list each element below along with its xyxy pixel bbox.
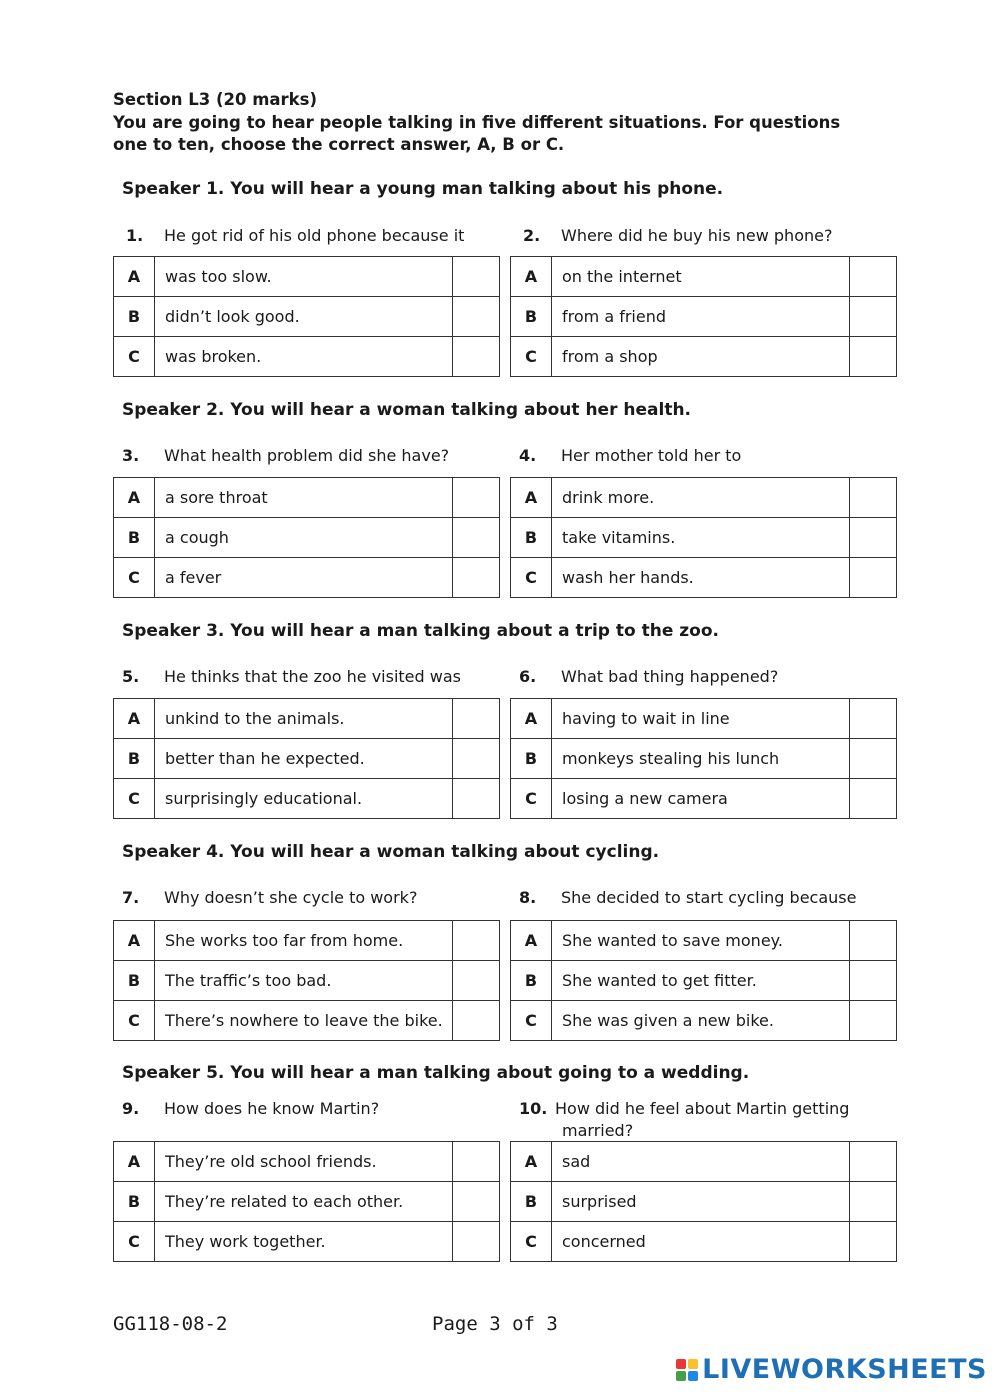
option-text: They work together. bbox=[155, 1222, 453, 1262]
option-row bbox=[511, 297, 897, 337]
answer-box[interactable] bbox=[453, 297, 500, 337]
option-letter: B bbox=[511, 739, 552, 779]
option-letter: B bbox=[114, 297, 155, 337]
answer-box[interactable] bbox=[453, 779, 500, 819]
speaker-1-heading: Speaker 1. You will hear a young man talking about his phone. bbox=[122, 179, 724, 199]
answer-box[interactable] bbox=[850, 558, 897, 598]
section-title: Section L3 (20 marks) bbox=[113, 90, 318, 109]
option-row bbox=[114, 518, 500, 558]
answer-box[interactable] bbox=[850, 1001, 897, 1041]
speaker-2-heading: Speaker 2. You will hear a woman talking about her health. bbox=[122, 400, 692, 420]
option-row bbox=[511, 518, 897, 558]
option-text: She was given a new bike. bbox=[552, 1001, 850, 1041]
answer-box[interactable] bbox=[453, 921, 500, 961]
question-3-text: What health problem did she have? bbox=[164, 446, 450, 465]
option-text: a cough bbox=[155, 518, 453, 558]
option-letter: C bbox=[511, 1222, 552, 1262]
document-code: GG118-08-2 bbox=[113, 1313, 228, 1335]
option-text: The traffic’s too bad. bbox=[155, 961, 453, 1001]
option-row bbox=[511, 699, 897, 739]
option-text: There’s nowhere to leave the bike. bbox=[155, 1001, 453, 1041]
question-9-options bbox=[113, 1141, 500, 1262]
option-text: on the internet bbox=[552, 257, 850, 297]
option-text: was too slow. bbox=[155, 257, 453, 297]
option-text: losing a new camera bbox=[552, 779, 850, 819]
speaker-4-heading: Speaker 4. You will hear a woman talking about cycling. bbox=[122, 842, 660, 862]
option-row bbox=[114, 779, 500, 819]
question-9-text: How does he know Martin? bbox=[164, 1099, 380, 1118]
question-8-text: She decided to start cycling because bbox=[561, 888, 857, 907]
answer-box[interactable] bbox=[453, 478, 500, 518]
option-row bbox=[511, 961, 897, 1001]
question-5-number: 5. bbox=[122, 667, 140, 686]
answer-box[interactable] bbox=[850, 739, 897, 779]
option-text: was broken. bbox=[155, 337, 453, 377]
option-text: a fever bbox=[155, 558, 453, 598]
option-row bbox=[511, 1182, 897, 1222]
question-6-options bbox=[510, 698, 897, 819]
option-row bbox=[114, 337, 500, 377]
answer-box[interactable] bbox=[850, 518, 897, 558]
option-row bbox=[511, 257, 897, 297]
logo-block bbox=[676, 1371, 686, 1381]
option-row bbox=[114, 257, 500, 297]
answer-box[interactable] bbox=[453, 337, 500, 377]
answer-box[interactable] bbox=[453, 1182, 500, 1222]
option-letter: C bbox=[114, 1001, 155, 1041]
option-row bbox=[511, 478, 897, 518]
option-row bbox=[114, 961, 500, 1001]
option-text: from a friend bbox=[552, 297, 850, 337]
question-2-text: Where did he buy his new phone? bbox=[561, 226, 833, 245]
answer-box[interactable] bbox=[850, 297, 897, 337]
option-letter: C bbox=[114, 337, 155, 377]
option-row bbox=[114, 1222, 500, 1262]
answer-box[interactable] bbox=[453, 961, 500, 1001]
option-text: They’re old school friends. bbox=[155, 1142, 453, 1182]
option-row bbox=[511, 1001, 897, 1041]
question-4-number: 4. bbox=[519, 446, 537, 465]
option-row bbox=[114, 478, 500, 518]
question-1-options bbox=[113, 256, 500, 377]
option-letter: A bbox=[114, 1142, 155, 1182]
option-row bbox=[114, 1142, 500, 1182]
question-4-options bbox=[510, 477, 897, 598]
option-row bbox=[511, 921, 897, 961]
option-letter: B bbox=[511, 297, 552, 337]
question-8-options bbox=[510, 920, 897, 1041]
option-text: a sore throat bbox=[155, 478, 453, 518]
option-row bbox=[114, 558, 500, 598]
answer-box[interactable] bbox=[453, 699, 500, 739]
answer-box[interactable] bbox=[850, 1222, 897, 1262]
answer-box[interactable] bbox=[453, 1222, 500, 1262]
option-letter: A bbox=[511, 699, 552, 739]
answer-box[interactable] bbox=[453, 257, 500, 297]
option-letter: A bbox=[511, 1142, 552, 1182]
option-letter: C bbox=[114, 779, 155, 819]
question-3-options bbox=[113, 477, 500, 598]
option-letter: A bbox=[511, 478, 552, 518]
option-row bbox=[114, 699, 500, 739]
question-8-number: 8. bbox=[519, 888, 537, 907]
answer-box[interactable] bbox=[850, 961, 897, 1001]
answer-box[interactable] bbox=[850, 337, 897, 377]
speaker-5-heading: Speaker 5. You will hear a man talking about going to a wedding. bbox=[122, 1063, 750, 1083]
speaker-3-heading: Speaker 3. You will hear a man talking about a trip to the zoo. bbox=[122, 621, 720, 641]
option-letter: C bbox=[511, 558, 552, 598]
option-letter: A bbox=[511, 257, 552, 297]
option-row bbox=[114, 1001, 500, 1041]
option-row bbox=[511, 558, 897, 598]
question-1-number: 1. bbox=[126, 226, 144, 245]
answer-box[interactable] bbox=[453, 518, 500, 558]
option-letter: C bbox=[511, 337, 552, 377]
option-letter: B bbox=[114, 518, 155, 558]
option-letter: B bbox=[511, 1182, 552, 1222]
question-5-options bbox=[113, 698, 500, 819]
logo-text: LIVEWORKSHEETS bbox=[702, 1354, 987, 1385]
question-9-number: 9. bbox=[122, 1099, 140, 1118]
logo-block bbox=[688, 1359, 698, 1369]
question-4-text: Her mother told her to bbox=[561, 446, 742, 465]
option-text: monkeys stealing his lunch bbox=[552, 739, 850, 779]
option-letter: C bbox=[114, 1222, 155, 1262]
answer-box[interactable] bbox=[850, 478, 897, 518]
instruction-line-2: one to ten, choose the correct answer, A, B or C. bbox=[113, 135, 565, 154]
logo-blocks-icon bbox=[676, 1359, 698, 1381]
question-7-text: Why doesn’t she cycle to work? bbox=[164, 888, 418, 907]
option-text: surprised bbox=[552, 1182, 850, 1222]
question-7-number: 7. bbox=[122, 888, 140, 907]
option-letter: A bbox=[114, 478, 155, 518]
option-row bbox=[511, 1142, 897, 1182]
option-row bbox=[114, 1182, 500, 1222]
option-letter: B bbox=[511, 961, 552, 1001]
option-letter: B bbox=[114, 739, 155, 779]
option-letter: C bbox=[511, 779, 552, 819]
option-text: better than he expected. bbox=[155, 739, 453, 779]
answer-box[interactable] bbox=[850, 1142, 897, 1182]
question-7-options bbox=[113, 920, 500, 1041]
question-6-text: What bad thing happened? bbox=[561, 667, 779, 686]
page-number: Page 3 of 3 bbox=[432, 1313, 558, 1335]
option-text: She wanted to get fitter. bbox=[552, 961, 850, 1001]
option-row bbox=[511, 1222, 897, 1262]
option-text: surprisingly educational. bbox=[155, 779, 453, 819]
option-text: concerned bbox=[552, 1222, 850, 1262]
question-10-text: How did he feel about Martin getting bbox=[555, 1099, 850, 1118]
option-letter: A bbox=[511, 921, 552, 961]
liveworksheets-logo bbox=[676, 1354, 987, 1385]
option-letter: B bbox=[511, 518, 552, 558]
option-letter: A bbox=[114, 257, 155, 297]
answer-box[interactable] bbox=[850, 1182, 897, 1222]
question-10-options bbox=[510, 1141, 897, 1262]
option-text: from a shop bbox=[552, 337, 850, 377]
option-text: sad bbox=[552, 1142, 850, 1182]
option-text: She works too far from home. bbox=[155, 921, 453, 961]
option-row bbox=[114, 921, 500, 961]
option-letter: A bbox=[114, 699, 155, 739]
answer-box[interactable] bbox=[850, 257, 897, 297]
answer-box[interactable] bbox=[850, 921, 897, 961]
question-5-text: He thinks that the zoo he visited was bbox=[164, 667, 461, 686]
option-row bbox=[114, 297, 500, 337]
answer-box[interactable] bbox=[850, 699, 897, 739]
question-2-options bbox=[510, 256, 897, 377]
question-2-number: 2. bbox=[523, 226, 541, 245]
option-text: She wanted to save money. bbox=[552, 921, 850, 961]
option-row bbox=[511, 337, 897, 377]
option-text: unkind to the animals. bbox=[155, 699, 453, 739]
instruction-line-1: You are going to hear people talking in five different situations. For questions bbox=[113, 113, 841, 132]
option-text: wash her hands. bbox=[552, 558, 850, 598]
option-letter: C bbox=[114, 558, 155, 598]
option-row bbox=[114, 739, 500, 779]
option-text: having to wait in line bbox=[552, 699, 850, 739]
option-letter: A bbox=[114, 921, 155, 961]
answer-box[interactable] bbox=[453, 739, 500, 779]
option-row bbox=[511, 739, 897, 779]
answer-box[interactable] bbox=[850, 779, 897, 819]
question-10-text-line2: married? bbox=[562, 1121, 634, 1140]
option-letter: B bbox=[114, 961, 155, 1001]
option-text: take vitamins. bbox=[552, 518, 850, 558]
option-text: didn’t look good. bbox=[155, 297, 453, 337]
question-6-number: 6. bbox=[519, 667, 537, 686]
option-text: They’re related to each other. bbox=[155, 1182, 453, 1222]
answer-box[interactable] bbox=[453, 1001, 500, 1041]
question-10-number: 10. bbox=[519, 1099, 548, 1118]
option-letter: B bbox=[114, 1182, 155, 1222]
option-letter: C bbox=[511, 1001, 552, 1041]
option-text: drink more. bbox=[552, 478, 850, 518]
logo-block bbox=[676, 1359, 686, 1369]
answer-box[interactable] bbox=[453, 558, 500, 598]
question-1-text: He got rid of his old phone because it bbox=[164, 226, 465, 245]
answer-box[interactable] bbox=[453, 1142, 500, 1182]
logo-block bbox=[688, 1371, 698, 1381]
option-row bbox=[511, 779, 897, 819]
question-3-number: 3. bbox=[122, 446, 140, 465]
